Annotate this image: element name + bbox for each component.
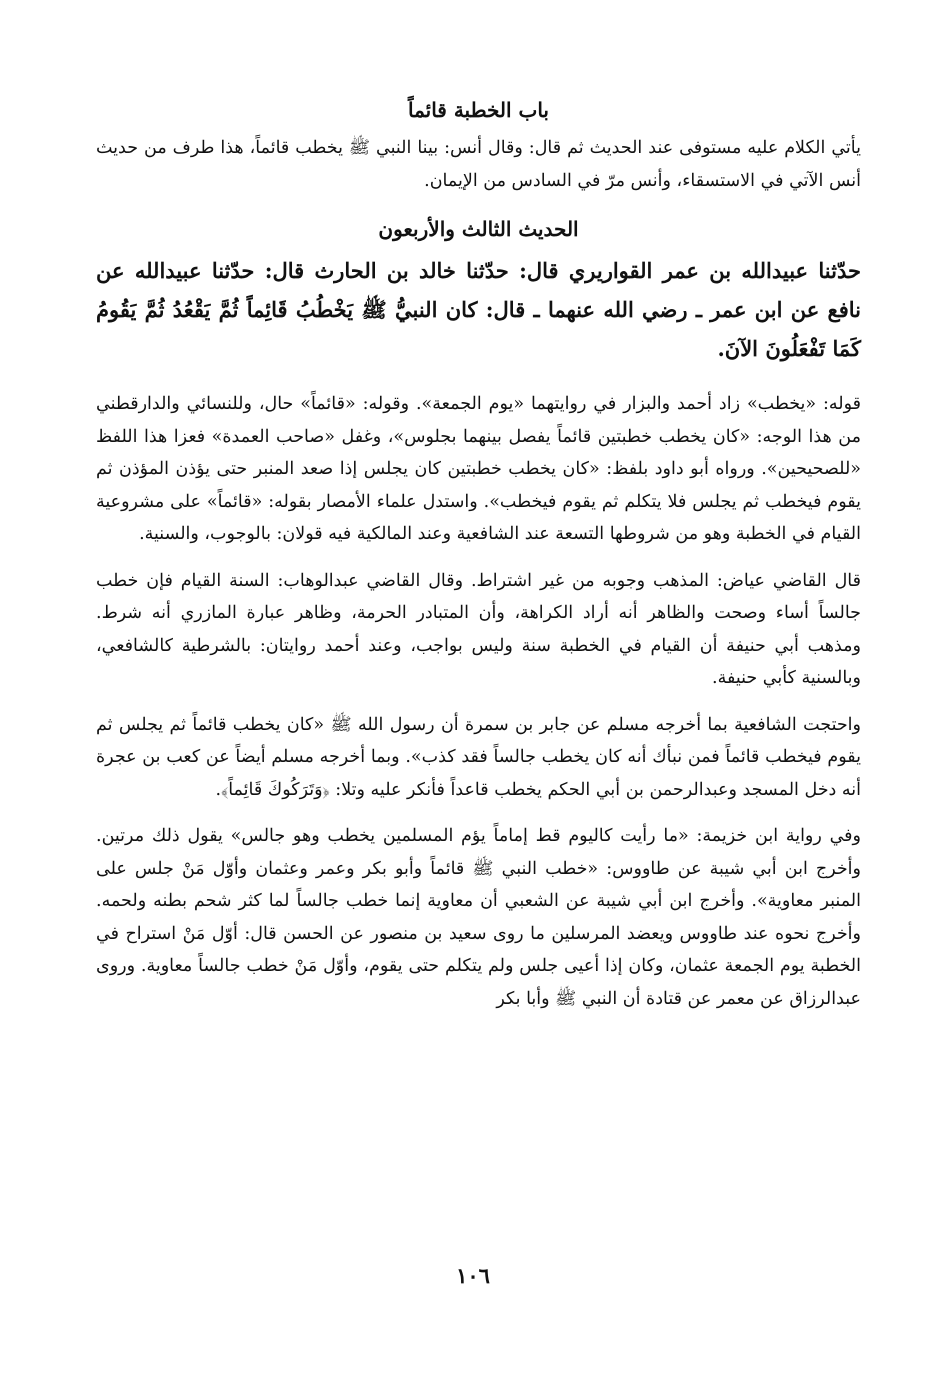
commentary-paragraph-2: قال القاضي عياض: المذهب وجوبه من غير اشتراط. وقال القاضي عبدالوهاب: السنة القيام فإن خطب جالساً أساء وصحت والظاهر أنه أراد الكراهة، وأن المتبادر الحرمة، وظاهر عبارة المازري أنه شرط. ومذهب أبي حنيفة أن القيام في الخطبة سنة وليس بواجب، وعند أحمد روايتان: بالشرطية كالشافعي، وبالسنية كأبي حنيفة. [96, 570, 861, 688]
commentary-paragraph-3: واحتجت الشافعية بما أخرجه مسلم عن جابر بن سمرة أن رسول الله ﷺ «كان يخطب قائماً ثم يجلس ثم يقوم فيخطب قائماً فمن نبأك أنه كان يخطب جالساً فقد كذب». وبما أخرجه مسلم أيضاً عن كعب بن عجرة أنه دخل المسجد وعبدالرحمن بن أبي الحكم يخطب قاعداً فأنكر عليه وتلا: ﴿وَتَرَكُوكَ قَائِماً﴾. [96, 714, 861, 800]
page-body [96, 90, 861, 1029]
page-number: ١٠٦ [456, 1263, 490, 1288]
hadith-title: الحديث الثالث والأربعون [378, 217, 579, 241]
commentary-paragraph-1: قوله: «يخطب» زاد أحمد والبزار في روايتهما «يوم الجمعة». وقوله: «قائماً» حال، وللنسائي والدارقطني من هذا الوجه: «كان يخطب خطبتين قائماً يفصل بينهما بجلوس»، وغفل «صاحب العمدة» فعزا هذا اللفظ «للصحيحين». ورواه أبو داود بلفظ: «كان يخطب خطبتين كان يجلس إذا صعد المنبر حتى يؤذن المؤذن ثم يقوم فيخطب ثم يجلس فلا يتكلم ثم يقوم فيخطب». واستدل علماء الأمصار بقوله: «قائماً» على مشروعية القيام في الخطبة وهو من شروطها التسعة عند الشافعية وعند المالكية فيه قولان: بالوجوب، والسنية. [96, 394, 861, 544]
commentary-paragraph-4: وفي رواية ابن خزيمة: «ما رأيت كاليوم قط إماماً يؤم المسلمين يخطب وهو جالس» يقول ذلك مرتين. وأخرج ابن أبي شيبة عن طاووس: «خطب النبي ﷺ قائماً وأبو بكر وعمر وعثمان وأوّل مَنْ جلس على المنبر معاوية». وأخرج ابن أبي شيبة عن الشعبي أن معاوية إنما خطب جالساً لما كثر شحم بطنه ولحمه. وأخرج نحوه عند طاووس ويعضد المرسلين ما روى سعيد بن منصور عن الحسن قال: أوّل مَنْ استراح في الخطبة يوم الجمعة عثمان، وكان إذا أعيى جلس ولم يتكلم حتى يقوم، وأوّل مَنْ خطب جالساً معاوية. وروى عبدالرزاق عن معمر عن قتادة أن النبي ﷺ وأبا بكر [96, 826, 861, 1009]
intro-paragraph: يأتي الكلام عليه مستوفى عند الحديث ثم قال: وقال أنس: بينا النبي ﷺ يخطب قائماً، هذا طرف من حديث أنس الآتي في الاستسقاء، وأنس مرّ في السادس من الإيمان. [96, 138, 861, 191]
hadith-text: حدّثنا عبيدالله بن عمر القواريري قال: حدّثنا خالد بن الحارث قال: حدّثنا عبيدالله عن نافع عن ابن عمر ـ رضي الله عنهما ـ قال: كان النبيُّ ﷺ يَخْطُبُ قَائِماً ثُمَّ يَقْعُدُ ثُمَّ يَقُومُ كَمَا تَفْعَلُونَ الآنَ. [96, 258, 861, 361]
chapter-title: باب الخطبة قائماً [407, 98, 549, 122]
